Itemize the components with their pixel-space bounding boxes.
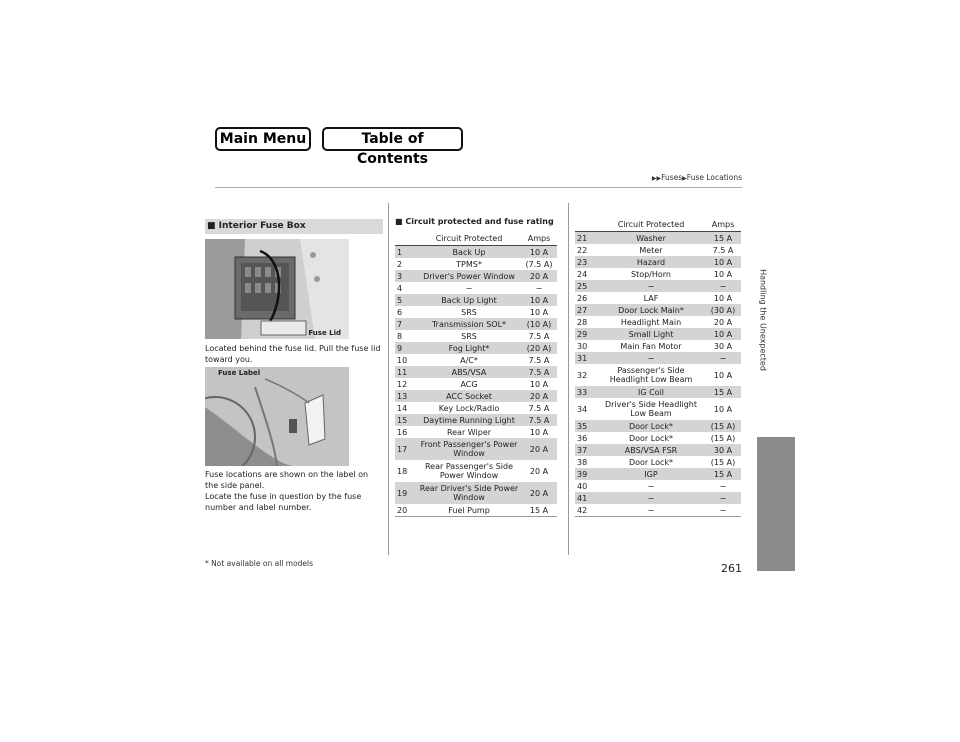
circuit-name: SRS (461, 307, 477, 317)
column-header-amps: Amps (521, 231, 557, 246)
fuse-rating-table-1-20 (395, 231, 557, 517)
fuse-number: 29 (575, 328, 597, 340)
fuse-number: 12 (397, 379, 408, 389)
table-row (395, 504, 557, 517)
circuit-name: Fog Light* (417, 342, 521, 354)
fuse-number: 24 (577, 269, 588, 279)
table-row (575, 244, 741, 256)
table-row (395, 426, 557, 438)
column-header-amps: Amps (705, 217, 741, 232)
fuse-number: 30 (577, 341, 588, 351)
fuse-number: 2 (397, 259, 403, 269)
fuse-number: 17 (395, 438, 417, 460)
fuse-number: 4 (397, 283, 403, 293)
circuit-name: Headlight Main (620, 317, 682, 327)
circuit-name: Key Lock/Radio (438, 403, 500, 413)
fuse-number: 32 (577, 370, 588, 380)
fuse-number: 14 (397, 403, 408, 413)
amp-rating: 10 A (713, 269, 733, 279)
fuse-number: 7 (395, 318, 417, 330)
circuit-name: ACC Socket (417, 390, 521, 402)
table-row (395, 378, 557, 390)
table-row (575, 398, 741, 420)
amp-rating: 10 A (705, 256, 741, 268)
table-row (575, 480, 741, 492)
amp-rating: (15 A) (705, 420, 741, 432)
circuit-rating-heading: ■ Circuit protected and fuse rating (395, 217, 554, 226)
amp-rating: − (535, 283, 543, 293)
amp-rating: (30 A) (705, 304, 741, 316)
table-row (395, 270, 557, 282)
table-row (395, 318, 557, 330)
table-row (575, 340, 741, 352)
fuse-number: 31 (575, 352, 597, 364)
circuit-name: Main Fan Motor (620, 341, 682, 351)
column-divider (568, 203, 569, 555)
locate-fuse-instruction: Locate the fuse in question by the fuse number and label number. (205, 492, 362, 512)
amp-rating: 7.5 A (712, 245, 734, 255)
amp-rating: 7.5 A (528, 331, 550, 341)
amp-rating: 20 A (529, 466, 549, 476)
circuit-name: Driver's Side Headlight Low Beam (604, 400, 698, 418)
column-divider (388, 203, 389, 555)
table-row (395, 482, 557, 504)
amp-rating: 15 A (705, 386, 741, 398)
circuit-name: TPMS* (456, 259, 482, 269)
amp-rating: 15 A (705, 232, 741, 245)
table-row (575, 352, 741, 364)
fuse-number: 37 (575, 444, 597, 456)
amp-rating: 30 A (713, 341, 733, 351)
table-row (395, 414, 557, 426)
fuse-number: 35 (575, 420, 597, 432)
fuse-number: 21 (575, 232, 597, 245)
amp-rating: 15 A (705, 468, 741, 480)
table-row (395, 402, 557, 414)
amp-rating: 10 A (529, 379, 549, 389)
circuit-name: IG Coil (597, 386, 705, 398)
fuse-number: 34 (577, 404, 588, 414)
breadcrumb (600, 173, 742, 182)
fuse-number: 1 (395, 246, 417, 259)
fuse-number: 40 (577, 481, 588, 491)
table-row (575, 492, 741, 504)
circuit-name: Passenger's Side Headlight Low Beam (609, 366, 693, 384)
fuse-number: 10 (397, 355, 408, 365)
amp-rating: 10 A (529, 427, 549, 437)
fuse-number: 33 (575, 386, 597, 398)
circuit-name: Hazard (597, 256, 705, 268)
breadcrumb-arrow-icon: ▶ (682, 175, 687, 182)
table-row (395, 438, 557, 460)
circuit-name: Meter (639, 245, 663, 255)
fuse-number: 5 (395, 294, 417, 306)
page-number: 261 (721, 562, 742, 575)
circuit-name: Door Lock* (597, 420, 705, 432)
fuse-lid-description: Located behind the fuse lid. Pull the fuse lid toward you. (205, 344, 381, 364)
column-header-circuit: Circuit Protected (597, 217, 705, 232)
circuit-name: − (647, 481, 655, 491)
fuse-number: 11 (395, 366, 417, 378)
fuse-number: 18 (397, 466, 408, 476)
breadcrumb-arrow-icon: ▶▶ (651, 175, 662, 182)
amp-rating: (20 A) (521, 342, 557, 354)
fuse-number: 26 (577, 293, 588, 303)
circuit-name: Small Light (597, 328, 705, 340)
table-row (575, 504, 741, 517)
column-header-circuit: Circuit Protected (417, 231, 521, 246)
table-row (575, 468, 741, 480)
table-row (395, 294, 557, 306)
amp-rating: 15 A (521, 504, 557, 517)
table-row (575, 432, 741, 444)
circuit-name: Fuel Pump (417, 504, 521, 517)
amp-rating: 10 A (713, 370, 733, 380)
side-section-label: Handling the Unexpected (758, 269, 768, 371)
main-menu-button[interactable]: Main Menu (215, 127, 311, 151)
fuse-number: 3 (395, 270, 417, 282)
fuse-number: 38 (577, 457, 588, 467)
fuse-number: 6 (397, 307, 403, 317)
circuit-name: LAF (643, 293, 659, 303)
square-bullet-icon: ■ (207, 221, 216, 231)
header-divider (215, 187, 742, 188)
fuse-number: 23 (575, 256, 597, 268)
fuse-number: 36 (577, 433, 588, 443)
fuse-number: 8 (397, 331, 403, 341)
amp-rating: 10 A (521, 294, 557, 306)
circuit-name: Driver's Power Window (417, 270, 521, 282)
circuit-name: Transmission SOL* (417, 318, 521, 330)
circuit-name: Rear Passenger's Side Power Window (424, 462, 514, 480)
circuit-name: ACG (460, 379, 478, 389)
table-row (395, 354, 557, 366)
circuit-name: Back Up Light (417, 294, 521, 306)
fuse-lid-caption: Fuse Lid (308, 329, 341, 337)
amp-rating: − (705, 504, 741, 517)
table-row (575, 292, 741, 304)
amp-rating: 10 A (529, 307, 549, 317)
fuse-number: 13 (395, 390, 417, 402)
table-row (395, 390, 557, 402)
table-row (575, 328, 741, 340)
table-row (575, 456, 741, 468)
circuit-name: Back Up (417, 246, 521, 259)
amp-rating: 10 A (713, 404, 733, 414)
amp-rating: 20 A (521, 438, 557, 460)
fuse-label-caption: Fuse Label (218, 369, 261, 377)
breadcrumb-fuse-locations: Fuse Locations (686, 173, 742, 182)
circuit-name: Door Lock Main* (597, 304, 705, 316)
amp-rating: 10 A (521, 246, 557, 259)
footnote: * Not available on all models (205, 559, 314, 568)
fuse-number: 39 (575, 468, 597, 480)
amp-rating: (15 A) (710, 433, 736, 443)
fuse-number: 20 (395, 504, 417, 517)
amp-rating: 20 A (521, 270, 557, 282)
fuse-lid-photo (205, 239, 349, 339)
amp-rating: − (719, 481, 727, 491)
amp-rating: − (705, 352, 741, 364)
amp-rating: (15 A) (710, 457, 736, 467)
amp-rating: 20 A (713, 317, 733, 327)
table-row (395, 366, 557, 378)
table-row (575, 268, 741, 280)
fuse-label-description: Fuse locations are shown on the label on the side panel. (205, 470, 369, 490)
fuse-number: 9 (395, 342, 417, 354)
table-row (395, 246, 557, 259)
amp-rating: (7.5 A) (525, 259, 553, 269)
fuse-number: 41 (575, 492, 597, 504)
table-row (575, 316, 741, 328)
circuit-name: Door Lock* (628, 433, 674, 443)
circuit-name: A/C* (460, 355, 478, 365)
fuse-number: 25 (575, 280, 597, 292)
table-row (395, 460, 557, 482)
circuit-name: Rear Driver's Side Power Window (417, 482, 521, 504)
table-row (575, 256, 741, 268)
circuit-name: ABS/VSA FSR (597, 444, 705, 456)
circuit-name: Front Passenger's Power Window (417, 438, 521, 460)
amp-rating: 7.5 A (521, 366, 557, 378)
amp-rating: 7.5 A (528, 355, 550, 365)
table-row (575, 304, 741, 316)
breadcrumb-fuses[interactable]: Fuses (661, 173, 683, 182)
amp-rating: 10 A (705, 328, 741, 340)
circuit-name: − (597, 492, 705, 504)
table-row (575, 444, 741, 456)
amp-rating: 20 A (521, 482, 557, 504)
amp-rating: (10 A) (521, 318, 557, 330)
circuit-name: Daytime Running Light (417, 414, 521, 426)
amp-rating: 10 A (713, 293, 733, 303)
table-row (395, 330, 557, 342)
circuit-name: Door Lock* (628, 457, 674, 467)
fuse-number: 16 (397, 427, 408, 437)
amp-rating: 7.5 A (521, 414, 557, 426)
interior-fuse-box-heading: ■ Interior Fuse Box (205, 219, 383, 234)
circuit-name: − (597, 352, 705, 364)
amp-rating: − (705, 492, 741, 504)
square-bullet-icon: ■ (395, 217, 403, 226)
fuse-number: 42 (575, 504, 597, 517)
amp-rating: − (705, 280, 741, 292)
fuse-number: 19 (395, 482, 417, 504)
amp-rating: 20 A (521, 390, 557, 402)
fuse-number: 27 (575, 304, 597, 316)
table-row (575, 232, 741, 245)
circuit-name: IGP (597, 468, 705, 480)
table-row (395, 306, 557, 318)
amp-rating: 7.5 A (528, 403, 550, 413)
table-row (575, 420, 741, 432)
table-row (575, 280, 741, 292)
circuit-name: Rear Wiper (446, 427, 492, 437)
circuit-name: − (465, 283, 473, 293)
fuse-label-photo (205, 367, 349, 466)
table-row (575, 386, 741, 398)
circuit-name: Stop/Horn (630, 269, 671, 279)
circuit-name: ABS/VSA (417, 366, 521, 378)
circuit-name: Washer (597, 232, 705, 245)
table-row (395, 282, 557, 294)
fuse-rating-table-21-42 (575, 217, 741, 517)
circuit-name: SRS (461, 331, 477, 341)
side-section-tab (757, 437, 795, 571)
circuit-name: − (597, 280, 705, 292)
table-of-contents-button[interactable]: Table of Contents (322, 127, 463, 151)
table-row (395, 342, 557, 354)
fuse-number: 28 (577, 317, 588, 327)
fuse-number: 15 (395, 414, 417, 426)
amp-rating: 30 A (705, 444, 741, 456)
fuse-number: 22 (577, 245, 588, 255)
table-row (395, 258, 557, 270)
circuit-name: − (597, 504, 705, 517)
table-row (575, 364, 741, 386)
